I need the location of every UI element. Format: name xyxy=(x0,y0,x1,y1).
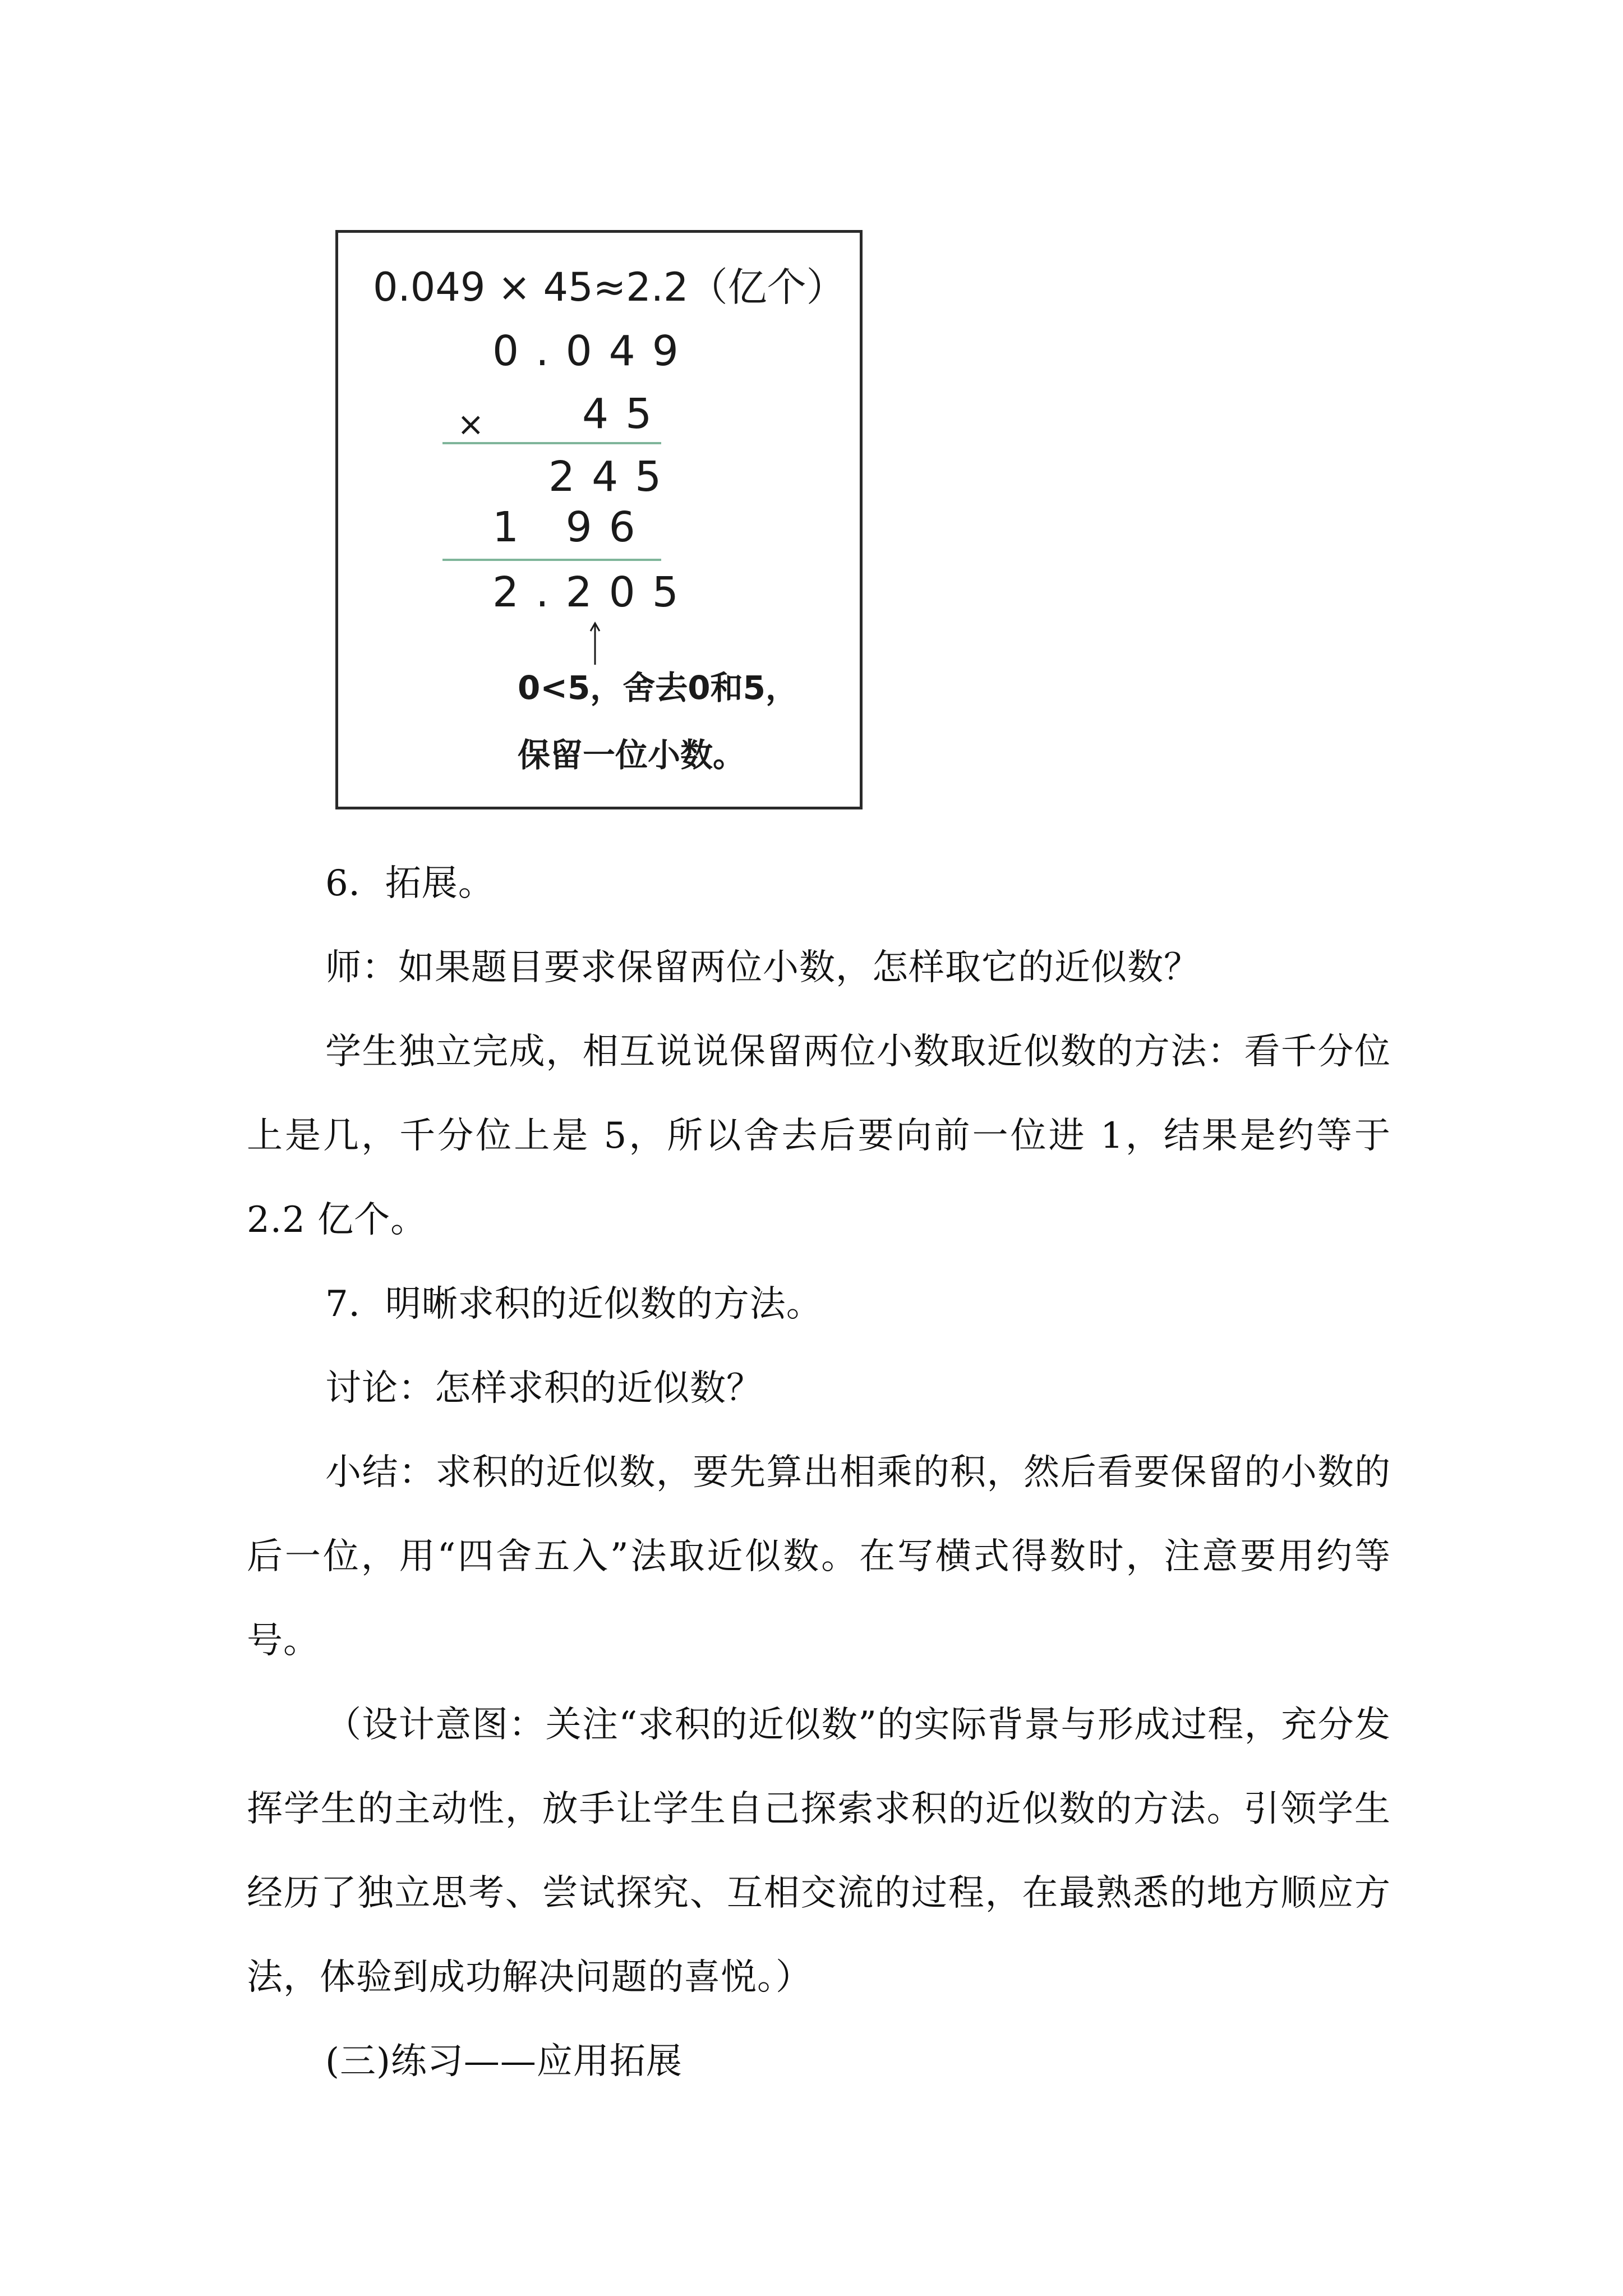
partial-product-2: 1 96 xyxy=(492,503,652,551)
rounding-note-2: 保留一位小数。 xyxy=(518,736,746,774)
product: 2.205 xyxy=(492,568,695,616)
rounding-note-1: 0<5，舍去0和5， xyxy=(518,669,799,707)
section-heading-practice: (三)练习——应用拓展 xyxy=(325,2041,683,2082)
summary-paragraph: 小结：求积的近似数，要先算出相乘的积，然后看要保留的小数的后一位，用“四舍五入”法取近似数。在写横式得数时，注意要用约等号。 xyxy=(247,1452,1391,1662)
multiply-sign: × xyxy=(457,405,485,443)
multiplicand: 0.049 xyxy=(492,327,695,375)
section-heading-extension: 6．拓展。 xyxy=(325,863,495,904)
section-heading-method: 7．明晰求积的近似数的方法。 xyxy=(325,1283,823,1325)
calculation-figure xyxy=(335,230,863,809)
divider-line-2 xyxy=(442,559,661,561)
divider-line-1 xyxy=(442,442,661,444)
partial-product-1: 245 xyxy=(548,453,679,501)
design-intent-paragraph: （设计意图：关注“求积的近似数”的实际背景与形成过程，充分发挥学生的主动性，放手让学生自己探索求积的近似数的方法。引领学生经历了独立思考、尝试探究、互相交流的过程，在最熟悉的地方顺应方法，体验到成功解决问题的喜悦。） xyxy=(247,1704,1391,1998)
discussion-question: 讨论：怎样求积的近似数？ xyxy=(325,1368,763,1409)
teacher-question: 师：如果题目要求保留两位小数，怎样取它的近似数？ xyxy=(325,947,1200,988)
up-arrow-icon xyxy=(584,621,606,666)
multiplier: 45 xyxy=(582,390,669,438)
equation: 0.049 × 45≈2.2（亿个） xyxy=(373,264,846,310)
student-method-paragraph: 学生独立完成，相互说说保留两位小数取近似数的方法：看千分位上是几，千分位上是 5，所以舍去后要向前一位进 1，结果是约等于 2.2 亿个。 xyxy=(247,1031,1391,1241)
